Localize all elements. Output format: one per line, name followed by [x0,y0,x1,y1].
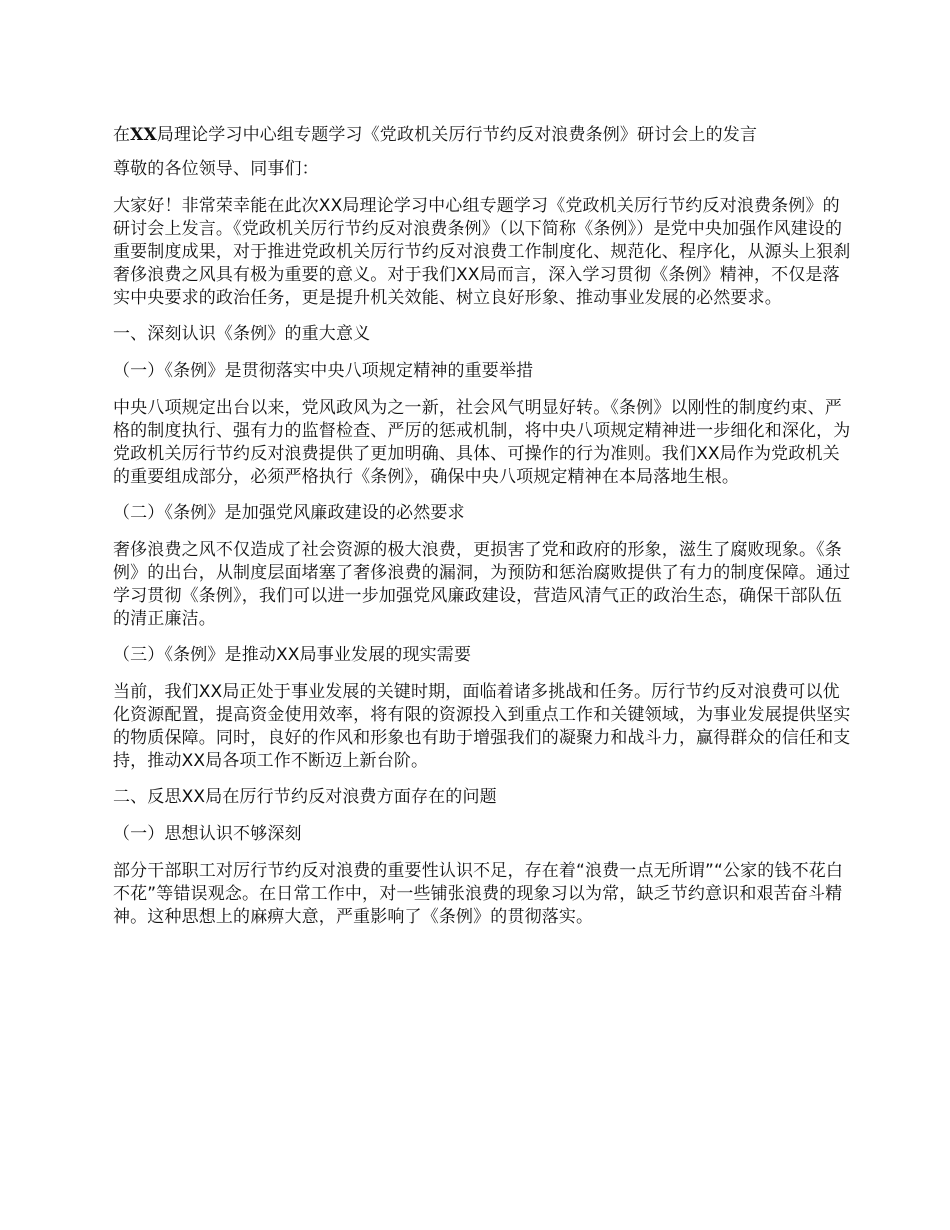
section-1-sub-3-heading: （三）《条例》是推动XX局事业发展的现实需要 [113,645,472,665]
section-1-heading: 一、深刻认识《条例》的重大意义 [113,324,371,344]
section-1-sub-3-body: 当前，我们XX局正处于事业发展的关键时期，面临着诸多挑战和任务。厉行节约反对浪费可以优化资源配置，提高资金使用效率，将有限的资源投入到重点工作和关键领域，为事业发展提供坚实的物质保障。同时，良好的作风和形象也有助于增强我们的凝聚力和战斗力，赢得群众的信任和支持，推动XX局各项工作不断迈上新台阶。 [113,682,851,771]
title-rest: 局理论学习中心组专题学习《党政机关厉行节约反对浪费条例》研讨会上的发言 [156,125,758,145]
section-2-sub-1-heading: （一）思想认识不够深刻 [113,824,302,844]
title-xx: XX [130,125,157,145]
section-1-sub-2-heading: （二）《条例》是加强党风廉政建设的必然要求 [113,503,465,523]
section-1-sub-2-body: 奢侈浪费之风不仅造成了社会资源的极大浪费，更损害了党和政府的形象，滋生了腐败现象。《条例》的出台，从制度层面堵塞了奢侈浪费的漏洞，为预防和惩治腐败提供了有力的制度保障。通过学习贯彻《条例》，我们可以进一步加强党风廉政建设，营造风清气正的政治生态，确保干部队伍的清正廉洁。 [113,540,851,629]
title-prefix: 在 [113,125,131,145]
intro-paragraph: 大家好！非常荣幸能在此次XX局理论学习中心组专题学习《党政机关厉行节约反对浪费条例》的研讨会上发言。《党政机关厉行节约反对浪费条例》（以下简称《条例》）是党中央加强作风建设的重要制度成果，对于推进党政机关厉行节约反对浪费工作制度化、规范化、程序化，从源头上狠刹奢侈浪费之风具有极为重要的意义。对于我们XX局而言，深入学习贯彻《条例》精神，不仅是落实中央要求的政治任务，更是提升机关效能、树立良好形象、推动事业发展的必然要求。 [113,196,851,308]
section-2-sub-1-body: 部分干部职工对厉行节约反对浪费的重要性认识不足，存在着“浪费一点无所谓”“公家的钱不花白不花”等错误观念。在日常工作中，对一些铺张浪费的现象习以为常，缺乏节约意识和艰苦奋斗精神。这种思想上的麻痹大意，严重影响了《条例》的贯彻落实。 [113,861,844,927]
section-1-sub-1-heading: （一）《条例》是贯彻落实中央八项规定精神的重要举措 [113,361,534,381]
section-1-sub-1-body: 中央八项规定出台以来，党风政风为之一新，社会风气明显好转。《条例》以刚性的制度约束、严格的制度执行、强有力的监督检查、严厉的惩戒机制，将中央八项规定精神进一步细化和深化，为党政机关厉行节约反对浪费提供了更加明确、具体、可操作的行为准则。我们XX局作为党政机关的重要组成部分，必须严格执行《条例》，确保中央八项规定精神在本局落地生根。 [113,398,851,487]
salutation: 尊敬的各位领导、同事们： [113,159,319,179]
document-page [113,124,851,929]
section-2-heading: 二、反思XX局在厉行节约反对浪费方面存在的问题 [113,787,497,807]
document-title [113,124,851,147]
